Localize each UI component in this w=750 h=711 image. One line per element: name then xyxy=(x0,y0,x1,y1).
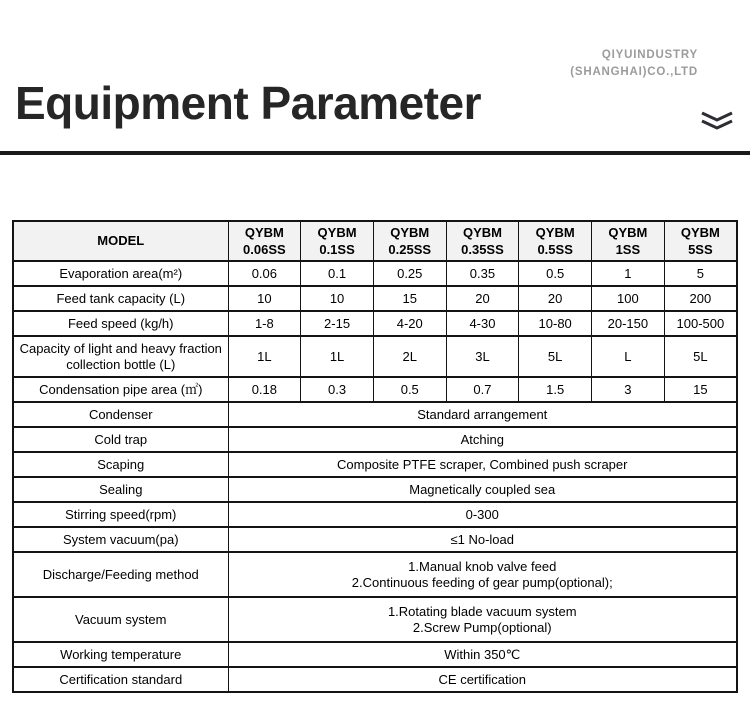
column-model: 0.06SS xyxy=(243,242,286,257)
spec-value: 1L xyxy=(301,336,374,377)
column-brand: QYBM xyxy=(535,225,575,240)
column-header xyxy=(446,221,519,261)
spec-value-line1: 1.Manual knob valve feed xyxy=(408,558,557,574)
spec-span-value: CE certification xyxy=(228,667,737,692)
column-brand: QYBM xyxy=(462,225,502,240)
column-header xyxy=(373,221,446,261)
spec-value: 4-20 xyxy=(373,311,446,336)
column-brand: QYBM xyxy=(317,225,357,240)
company-name-line1: QIYUINDUSTRY xyxy=(601,49,698,61)
column-model: 0.1SS xyxy=(319,242,355,257)
spec-value: 5 xyxy=(664,261,737,286)
column-model: 5SS xyxy=(688,242,713,257)
table-row xyxy=(13,502,737,527)
spec-value: 0.5 xyxy=(519,261,592,286)
row-label: Condenser xyxy=(13,402,228,427)
spec-span-value: Atching xyxy=(228,427,737,452)
spec-value: 5L xyxy=(664,336,737,377)
column-model: 0.5SS xyxy=(537,242,573,257)
column-header xyxy=(301,221,374,261)
row-label: Cold trap xyxy=(13,427,228,452)
row-label: Feed tank capacity (L) xyxy=(13,286,228,311)
row-label: Vacuum system xyxy=(13,597,228,642)
column-model: 1SS xyxy=(615,242,641,257)
table-row xyxy=(13,667,737,692)
row-label: Stirring speed(rpm) xyxy=(13,502,228,527)
company-name xyxy=(570,47,698,81)
spec-value: 0.25 xyxy=(373,261,446,286)
company-name-line2: (SHANGHAI)CO.,LTD xyxy=(570,66,698,78)
spec-value: 20-150 xyxy=(592,311,665,336)
spec-value: 0.7 xyxy=(446,377,519,402)
spec-value-line2: 2.Screw Pump(optional) xyxy=(412,619,552,635)
spec-value: 4-30 xyxy=(446,311,519,336)
spec-value: 15 xyxy=(373,286,446,311)
spec-value: 1-8 xyxy=(228,311,301,336)
row-label: Working temperature xyxy=(13,642,228,667)
spec-value: 0.18 xyxy=(228,377,301,402)
spec-value: 0.5 xyxy=(373,377,446,402)
table-row xyxy=(13,261,737,286)
spec-span-value: 0-300 xyxy=(228,502,737,527)
spec-value: 1L xyxy=(228,336,301,377)
column-brand: QYBM xyxy=(244,225,284,240)
spec-value: 100-500 xyxy=(664,311,737,336)
spec-value-line2: 2.Continuous feeding of gear pump(optional); xyxy=(351,574,613,590)
spec-value: 20 xyxy=(446,286,519,311)
spec-value: 0.1 xyxy=(301,261,374,286)
table-row xyxy=(13,311,737,336)
row-label: Evaporation area(m²) xyxy=(13,261,228,286)
row-label: Feed speed (kg/h) xyxy=(13,311,228,336)
spec-value: 10-80 xyxy=(519,311,592,336)
table-row xyxy=(13,452,737,477)
table-row xyxy=(13,527,737,552)
spec-value-line1: 1.Rotating blade vacuum system xyxy=(387,603,577,619)
row-label: Scaping xyxy=(13,452,228,477)
column-brand: QYBM xyxy=(390,225,430,240)
column-header xyxy=(519,221,592,261)
column-model: 0.25SS xyxy=(388,242,432,257)
spec-value: L xyxy=(592,336,665,377)
column-header xyxy=(592,221,665,261)
equipment-parameter-table xyxy=(12,220,738,693)
column-model: 0.35SS xyxy=(461,242,504,257)
spec-value: 1.5 xyxy=(519,377,592,402)
spec-value: 5L xyxy=(519,336,592,377)
spec-value: 10 xyxy=(301,286,374,311)
spec-value: 10 xyxy=(228,286,301,311)
table-header-row xyxy=(13,221,737,261)
table-row xyxy=(13,336,737,377)
row-label: Capacity of light and heavy fraction collection bottle (L) xyxy=(13,336,228,377)
row-label: Discharge/Feeding method xyxy=(13,552,228,597)
column-header xyxy=(228,221,301,261)
column-brand: QYBM xyxy=(608,225,648,240)
table-row xyxy=(13,642,737,667)
spec-span-value: ≤1 No-load xyxy=(228,527,737,552)
spec-value: 2L xyxy=(373,336,446,377)
spec-span-value: Composite PTFE scraper, Combined push scraper xyxy=(228,452,737,477)
table-row xyxy=(13,377,737,402)
title-divider xyxy=(0,151,750,155)
table-row xyxy=(13,427,737,452)
spec-span-value: Standard arrangement xyxy=(228,402,737,427)
spec-value: 20 xyxy=(519,286,592,311)
table-row xyxy=(13,552,737,597)
table-row xyxy=(13,597,737,642)
table-row xyxy=(13,402,737,427)
row-label: Certification standard xyxy=(13,667,228,692)
spec-value: 0.3 xyxy=(301,377,374,402)
row-label: Condensation pipe area (㎡) xyxy=(13,377,228,402)
model-header-cell: MODEL xyxy=(13,221,228,261)
spec-value: 0.35 xyxy=(446,261,519,286)
spec-span-value xyxy=(228,552,737,597)
double-chevron-down-icon xyxy=(699,110,735,132)
spec-value: 3 xyxy=(592,377,665,402)
column-brand: QYBM xyxy=(680,225,720,240)
spec-span-value: Magnetically coupled sea xyxy=(228,477,737,502)
spec-span-value xyxy=(228,597,737,642)
spec-value: 0.06 xyxy=(228,261,301,286)
spec-value: 2-15 xyxy=(301,311,374,336)
row-label: System vacuum(pa) xyxy=(13,527,228,552)
spec-value: 100 xyxy=(592,286,665,311)
row-label: Sealing xyxy=(13,477,228,502)
table-row xyxy=(13,477,737,502)
spec-value: 15 xyxy=(664,377,737,402)
spec-value: 1 xyxy=(592,261,665,286)
column-header xyxy=(664,221,737,261)
spec-value: 3L xyxy=(446,336,519,377)
table-row xyxy=(13,286,737,311)
spec-span-value: Within 350℃ xyxy=(228,642,737,667)
spec-value: 200 xyxy=(664,286,737,311)
page-title: Equipment Parameter xyxy=(15,77,481,129)
